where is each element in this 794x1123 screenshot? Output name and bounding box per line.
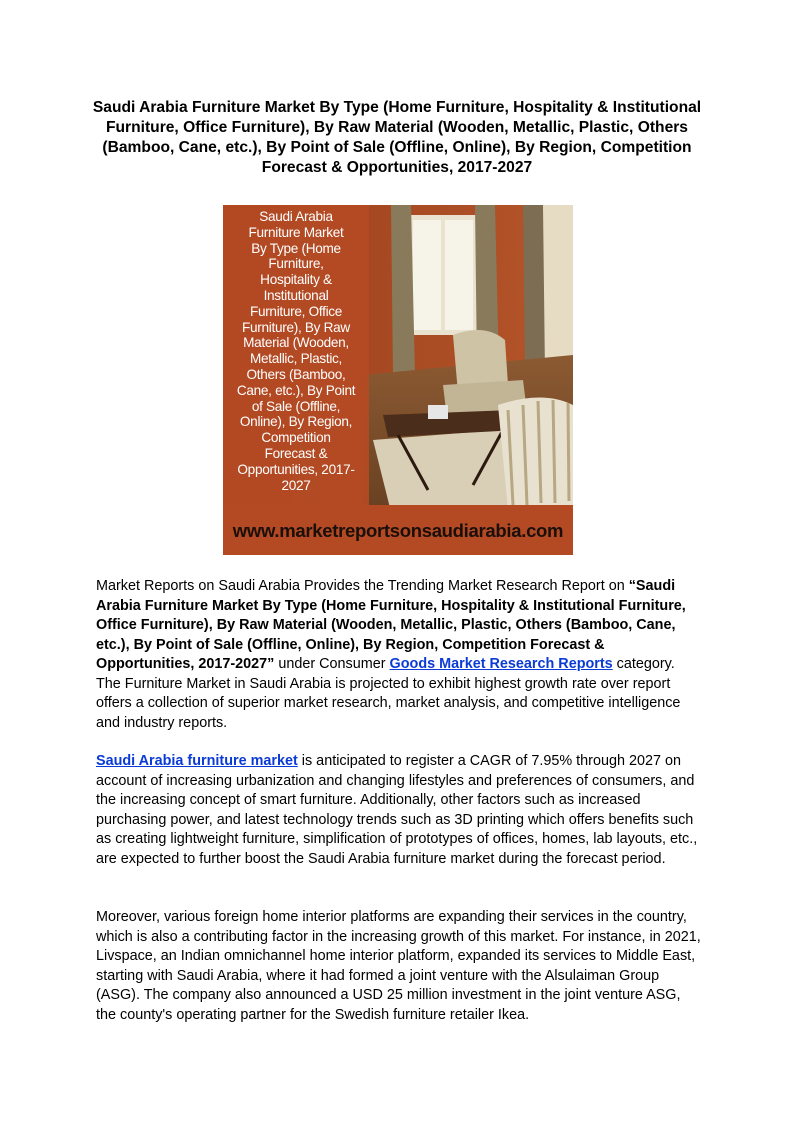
cover-line: Metallic, Plastic, xyxy=(249,351,343,367)
intro-mid-text: under Consumer xyxy=(274,656,390,672)
report-cover-image xyxy=(223,205,573,555)
cover-line: Forecast & xyxy=(264,445,328,461)
intro-paragraph xyxy=(96,577,702,733)
cover-overlay-text xyxy=(226,209,366,493)
market-growth-paragraph xyxy=(96,752,702,869)
intro-rest-text: category. The Furniture Market in Saudi Arabia is projected to exhibit highest growth rate over report offers a collection of superior market research, market analysis, and competitive intelligence and industry reports. xyxy=(96,656,681,731)
goods-market-reports-link[interactable]: Goods Market Research Reports xyxy=(389,656,613,672)
intro-text: Market Reports on Saudi Arabia Provides the Trending Market Research Report on xyxy=(96,578,629,594)
cover-line: 2027 xyxy=(281,477,311,493)
cover-line: Cane, etc.), By Point xyxy=(236,382,356,398)
cover-line: Institutional xyxy=(263,287,329,303)
cover-line: Opportunities, 2017- xyxy=(237,461,355,477)
cover-line: Others (Bamboo, xyxy=(246,366,346,382)
cover-line: Saudi Arabia xyxy=(259,209,333,224)
cover-line: Furniture, Office xyxy=(249,303,343,319)
report-title-quote: “Saudi Arabia Furniture Market By Type (Home Furniture, Hospitality & Institutional Furniture, Office Furniture), By Raw Material (Wooden, Metallic, Plastic, Others (Bamboo, Cane, etc.), By Point of Sale (Offline, Online), By Region, Competition Forecast & Opportunities, 2017-2027” xyxy=(96,578,686,672)
cover-line: Material (Wooden, xyxy=(243,335,349,351)
cover-line: Furniture), By Raw xyxy=(242,319,350,335)
cover-line: By Type (Home xyxy=(251,240,341,256)
foreign-platforms-paragraph: Moreover, various foreign home interior platforms are expanding their services in the country, which is also a contributing factor in the increasing growth of this market. For instance, in 2021, Livspace, an Indian omnichannel home interior platform, expanded its services to Middle East, starting with Saudi Arabia, where it had formed a joint venture with the Alsulaiman Group (ASG). The company also announced a USD 25 million investment in the joint venture ASG, the county's operating partner for the Swedish furniture retailer Ikea. xyxy=(96,909,701,1023)
market-growth-text: is anticipated to register a CAGR of 7.95% through 2027 on account of increasing urbanization and changing lifestyles and preferences of consumers, and the increasing concept of smart furniture. Additionally, other factors such as increased purchasing power, and latest technology trends such as 3D printing which offers benefits such as creating lightweight furniture, simplification of prototypes of offices, homes, lab layouts, etc., are expected to further boost the Saudi Arabia furniture market during the forecast period. xyxy=(96,753,698,867)
cover-line: of Sale (Offline, xyxy=(251,398,341,414)
cover-line: Furniture, xyxy=(268,256,324,272)
cover-line: Furniture Market xyxy=(248,224,344,240)
cover-line: Online), By Region, xyxy=(239,414,353,430)
saudi-furniture-market-link[interactable]: Saudi Arabia furniture market xyxy=(96,753,298,769)
cover-website-url: www.marketreportsonsaudiarabia.com xyxy=(232,520,564,541)
cover-line: Competition xyxy=(261,430,331,446)
page-title: Saudi Arabia Furniture Market By Type (Home Furniture, Hospitality & Institutional Furniture, Office Furniture), By Raw Material (Wooden, Metallic, Plastic, Others (Bamboo, Cane, etc.), By Point of Sale (Offline, Online), By Region, Competition Forecast & Opportunities, 2017-2027 xyxy=(92,99,702,176)
cover-line: Hospitality & xyxy=(260,272,332,288)
